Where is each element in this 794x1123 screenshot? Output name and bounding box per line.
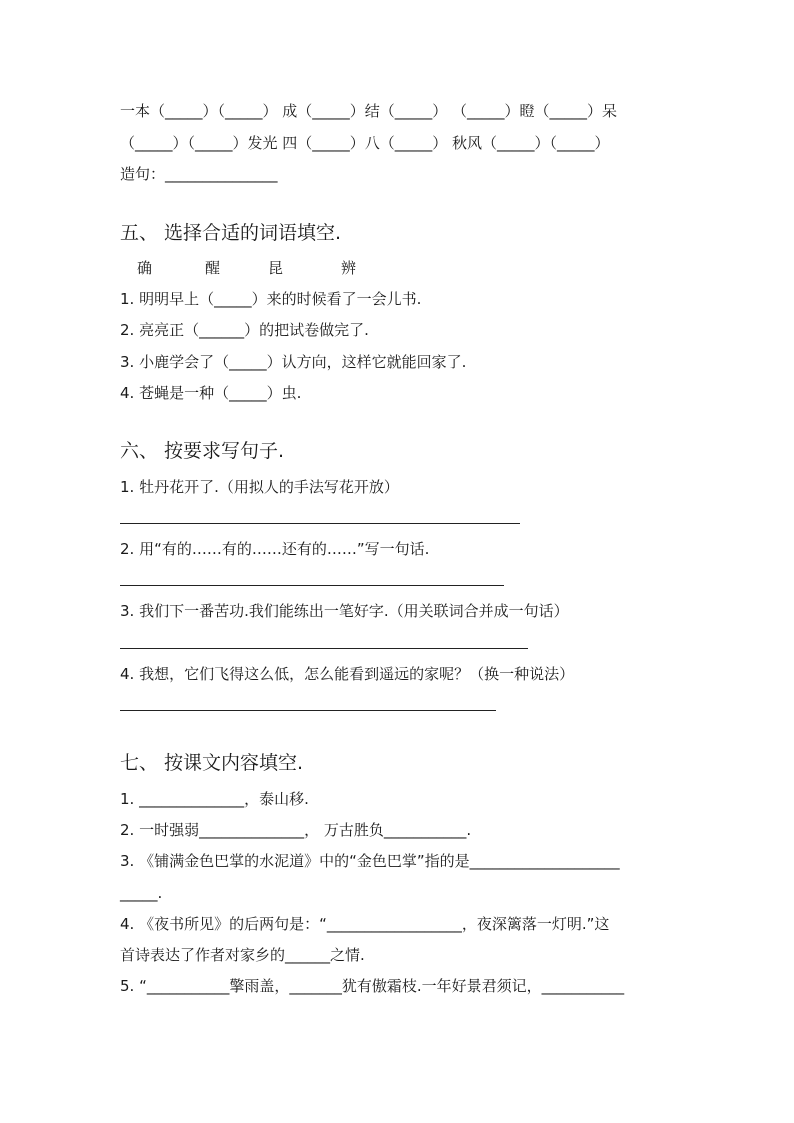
question-item: 2. 亮亮正（______）的把试卷做完了.	[120, 321, 369, 339]
section-5-title: 五、 选择合适的词语填空.	[120, 222, 342, 244]
question-item: 3. 小鹿学会了（_____）认方向，这样它就能回家了.	[120, 353, 467, 371]
section-6-title: 六、 按要求写句子.	[120, 440, 285, 462]
answer-line	[120, 585, 504, 586]
question-item: 4. 《夜书所见》的后两句是：“__________________，夜深篱落一灯明.”这	[120, 915, 610, 933]
question-item: 3. 《铺满金色巴掌的水泥道》中的“金色巴掌”指的是____________________	[120, 852, 620, 870]
question-item: 1. 牡丹花开了.（用拟人的手法写花开放）	[120, 478, 399, 496]
word-choice: 昆	[268, 259, 284, 277]
question-item: 4. 我想，它们飞得这么低，怎么能看到遥远的家呢？（换一种说法）	[120, 665, 575, 683]
word-choices	[137, 258, 356, 278]
answer-line	[120, 523, 520, 524]
word-choice: 辨	[341, 259, 357, 277]
section-7-title: 七、 按课文内容填空.	[120, 752, 304, 774]
question-item: 2. 一时强弱______________， 万古胜负___________.	[120, 821, 472, 839]
question-item: 4. 苍蝇是一种（_____）虫.	[120, 384, 302, 402]
question-item: 1. 明明早上（_____）来的时候看了一会儿书.	[120, 290, 422, 308]
question-item-continued: 首诗表达了作者对家乡的______之情.	[120, 946, 365, 964]
fill-idiom-line-1: 一本（_____）（_____） 成（_____）结（_____） （_____）瞪（_____）呆	[120, 102, 618, 120]
question-item: 3. 我们下一番苦功.我们能练出一笔好字.（用关联词合并成一句话）	[120, 602, 569, 620]
make-sentence-line: 造句：_______________	[120, 165, 278, 183]
question-item: 1. ______________，泰山移.	[120, 790, 309, 808]
question-item: 2. 用“有的……有的……还有的……”写一句话.	[120, 540, 430, 558]
question-item-continued: _____.	[120, 884, 163, 902]
question-item: 5. “___________擎雨盖，_______犹有傲霜枝.一年好景君须记，___________	[120, 977, 625, 995]
word-choice: 确	[137, 259, 153, 277]
word-choice: 醒	[205, 259, 221, 277]
fill-idiom-line-2: （_____）（_____）发光 四（_____）八（_____） 秋风（_____）（_____）	[120, 134, 610, 152]
answer-line	[120, 710, 496, 711]
answer-line	[120, 648, 528, 649]
